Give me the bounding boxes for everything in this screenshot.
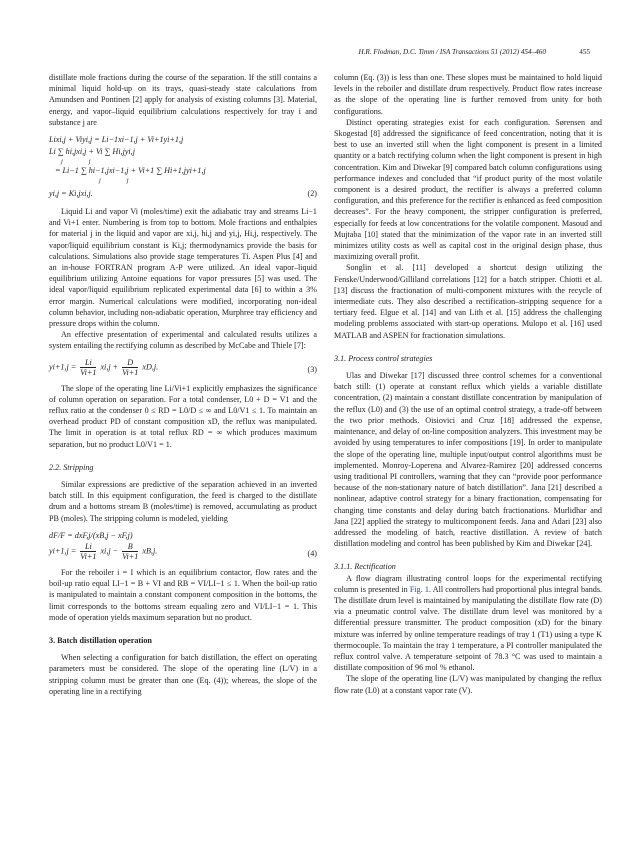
paragraph: Distinct operating strategies exist for each configuration. Sørensen and Skogestad [8] addressed the significance of feed concentration, noting that it is best to use an inverted still when the light component is present in a limited quantity or a batch rectifying column when the light component is present in high concentration. Kim and Diwekar [9] compared batch column configurations using performance indexes and concluded that “if product purity of the most volatile component is a desired product, the rectifier is always a preferred column configuration, and this preference for the rectifier is enhanced as feed composition decreases”. For the heavy component, the stripper configuration is preferred, especially for feeds at low concentrations for the volatile component. Masoud and Mujtaba [10] stated that the minimization of the vapor rate in an inverted still minimizes utility costs as well as capital cost in the original design phase, thus maximizing overall profit. — [334, 117, 603, 262]
equation-subscript: j j — [99, 177, 129, 185]
equation-number: (2) — [307, 189, 317, 199]
paragraph: For the reboiler i = I which is an equilibrium contactor, flow rates and the boil-up ratio equal LI−1 = B + VI and RB = VI/LI−1 ≤ 1. When the boil-up ratio is manipulated to maintain a constant component composition in the bottoms, the limit corresponds to the bottoms stream equaling zero and VI/LI−1 = 1. This mode of operation yields maximum separation but no product. — [49, 567, 317, 622]
paragraph: Liquid Li and vapor Vi (moles/time) exit the adiabatic tray and streams Li−1 and Vi+1 enter. Numbering is from top to bottom. Mole fractions and enthalpies for material j in the liquid and vapor are xi,j, hi,j and yi,j, Hi,j, respectively. The vapor/liquid equilibrium constant is Ki,j; thermodynamics provide the basis for calculations. Simulations also provide stage temperatures Ti. Aspen Plus [4] and an in-house FORTRAN program A-P were utilized. An ideal vapor–liquid equilibrium utilizing Antoine equations for vapor pressures [5] was used. The ideal vapor/liquid equilibrium replicated experimental data [6] to within a 3% error margin. Numerical calculations were modified, incorporating non-ideal column behavior, including non-adiabatic operation, Murphree tray efficiency and pressure drops within the column. — [49, 207, 317, 329]
fraction-denominator: Vi+1 — [122, 551, 139, 561]
paragraph-text: A flow diagram illustrating control loops for the experimental rectifying column is presented in — [334, 573, 602, 594]
equation-line: dF/F = dxF,j/(xB,j − xF,j) — [49, 530, 133, 540]
paragraph: When selecting a configuration for batch distillation, the effect on operating parameters must be considered. The slope of the operating line (L/V) in a stripping column must be greater than one (Eq. (4)); whereas, the slope of the operating line in a rectifying — [49, 653, 317, 696]
left-column — [49, 72, 317, 697]
fraction-denominator: Vi+1 — [80, 367, 97, 377]
figure-link[interactable]: Fig. 1 — [409, 584, 429, 594]
fraction — [80, 358, 96, 377]
equation-4 — [49, 530, 317, 561]
page-number: 455 — [579, 48, 590, 56]
equation-lhs: yi+1,j = — [49, 362, 77, 372]
paragraph: The slope of the operating line (L/V) was manipulated by changing the reflux flow rate (L0) at a constant vapor rate (V). — [334, 674, 602, 695]
fraction-denominator: Vi+1 — [122, 367, 139, 377]
fraction — [122, 542, 138, 561]
equation-line: = Li−1 ∑ hi−1,jxi−1,j + Vi+1 ∑ Hi+1,jyi+1,j — [55, 166, 206, 176]
fraction-numerator: D — [127, 357, 134, 367]
running-title: H.R. Flodman, D.C. Timm / ISA Transactions 51 (2012) 454–460 — [358, 48, 546, 56]
fraction — [80, 542, 96, 561]
paragraph: Songlin et al. [11] developed a shortcut design utilizing the Fenske/Underwood/Gilliland correlations [12] for a batch stripper. Chiotti et al. [13] discuss the fractionation of multi-component mixtures with the recycle of intermediate cuts. They also described a rectification–stripping sequence for a tertiary feed. Elgue et al. [14] and van Lith et al. [15] address the challenging modeling problems associated with start-up operations. Mulopo et al. [16] used MATLAB and ASPEN for fractionation simulations. — [334, 263, 602, 340]
fraction-numerator: Li — [84, 357, 92, 367]
equation-3 — [49, 358, 317, 377]
equation-number: (4) — [307, 548, 317, 558]
fraction-numerator: Li — [84, 541, 92, 551]
equation-subscript: j j — [61, 158, 91, 166]
equation-2 — [49, 134, 317, 200]
equation-line: Li ∑ hi,jxi,j + Vi ∑ Hi,jyi,j — [49, 147, 135, 157]
paragraph: distillate mole fractions during the course of the separation. If the still contains a minimal liquid hold-up on its trays, quasi-steady state calculations from Amundsen and Pontinen [2] apply for analysis of existing columns [3]. Material, energy, and vapor–liquid equilibrium calculations respectively for tray i and substance j are — [49, 73, 317, 127]
paragraph: column (Eq. (3)) is less than one. These slopes must be maintained to hold liquid levels in the reboiler and distillate drum respectively. Product flow rates increase as the slope of the operating line is further removed from unity for both configurations. — [334, 73, 602, 116]
right-column — [334, 72, 602, 696]
equation-line: yi,j = Ki,jxi,j. — [49, 189, 93, 199]
equation-term: xB,j. — [142, 546, 158, 556]
section-heading: 2.2. Stripping — [49, 462, 94, 472]
section-heading: 3.1.1. Rectification — [334, 562, 396, 572]
fraction — [122, 358, 138, 377]
paragraph: The slope of the operating line Li/Vi+1 explicitly emphasizes the significance of column operation on separation. For a total condenser, L0 + D = V1 and the reflux ratio at the condenser 0 ≤ RD = L0/D ≤ ∞ and L0/V1 ≤ 1. To maintain an overhead product PD of constant composition xD, the reflux was manipulated. The limit in operation is at total reflux RD = ∞ which produces maximum separation, but no product L0/V1 = 1. — [49, 383, 317, 449]
section-heading: 3. Batch distillation operation — [49, 635, 152, 645]
fraction-numerator: B — [127, 541, 133, 551]
equation-term: xD,j. — [142, 362, 159, 372]
running-header — [48, 48, 590, 60]
equation-term: xi,j − — [100, 546, 119, 556]
equation-line: Lixi,j + Viyi,j = Li−1xi−1,j + Vi+1yi+1,j — [49, 135, 184, 145]
equation-term: xi,j + — [100, 362, 119, 372]
fraction-denominator: Vi+1 — [80, 551, 97, 561]
paragraph: An effective presentation of experimental and calculated results utilizes a system entailing the rectifying column as described by McCabe and Thiele [7]: — [49, 330, 317, 351]
paragraph-text: . All controllers had proportional plus integral bands. The distillate drum level is maintained by manipulating the distillate flow rate (D) via a pneumatic control valve. The distillate drum level was monitored by a differential pressure transmitter. The product composition (xD) for the binary mixture was inferred by online temperature readings of tray 1 (T1) using a type K thermocouple. To maintain the tray 1 temperature, a PI controller manipulated the reflux control valve. A temperature setpoint of 78.3 °C was used to maintain a distillate composition of 96 mol % ethanol. — [334, 584, 603, 673]
paragraph: Similar expressions are predictive of the separation achieved in an inverted batch still. In this equipment configuration, the feed is charged to the distillate drum and a bottoms stream B (moles/time) is removed, accumulating as product PB (moles). The stripping column is modeled, yielding — [49, 480, 317, 523]
paragraph — [334, 573, 602, 674]
equation-number: (3) — [307, 364, 317, 374]
paragraph: Ulas and Diwekar [17] discussed three control schemes for a conventional batch still: (1) operate at constant reflux which yields a variable distillate concentration, (2) maintain a constant distillate concentration by manipulation of the reflux (L0) and (3) the use of an optimal control strategy, a trade-off between the two prior methods. Oisiovici and Cruz [18] addressed the expense, maintenance, and delay of on-line composition analyzers. This investment may be avoided by using temperatures to infer compositions [19]. In order to manipulate the slope of the operating line, multiple input/output control algorithms must be implemented. Monroy-Loperena and Alvarez-Ramirez [20] addressed concerns using traditional PI controllers, warning that they can “provide poor performance because of the non-stationary nature of batch distillation”. Jana [21] described a nonlinear, adaptive control strategy for a binary fractionation, compensating for changing time constants and delay during batch fractionations. Murlidhar and Jana [22] applied the strategy to multicomponent feeds. Jana and Adari [23] also addressed the modeling of batch, reactive distillation. A review of batch distillation modeling and control has been published by Kim and Diwekar [24]. — [334, 371, 602, 549]
equation-lhs: yi+1,j = — [49, 546, 77, 556]
section-heading: 3.1. Process control strategies — [334, 353, 433, 363]
